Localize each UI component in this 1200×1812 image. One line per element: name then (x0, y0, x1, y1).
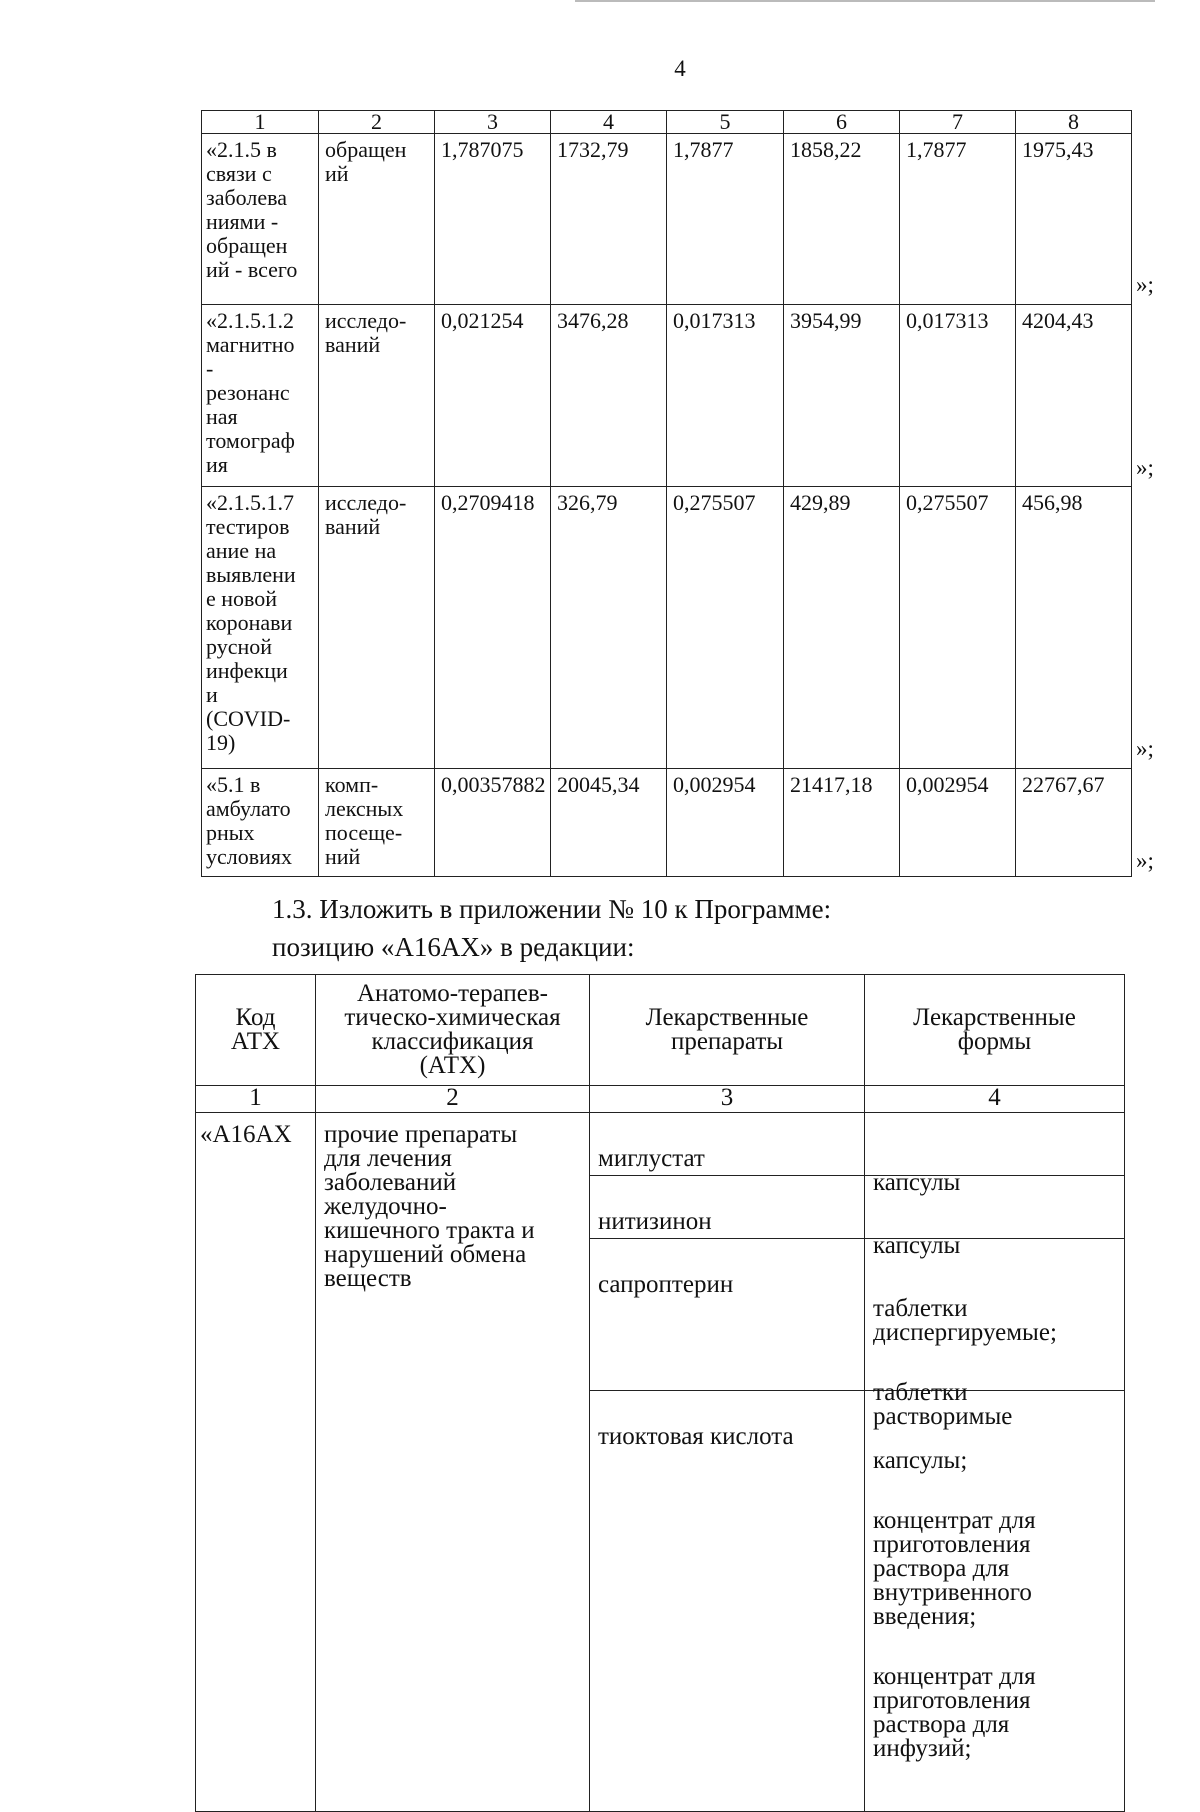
table-cell: 0,017313 (900, 305, 1016, 487)
table-cell: 1732,79 (551, 134, 667, 305)
form-item: концентрат для приготовления раствора для инфузий; (873, 1663, 1036, 1762)
drug-form (865, 1415, 1124, 1787)
table-row (202, 305, 1132, 487)
table-cell: 1858,22 (784, 134, 900, 305)
table-cell: 0,017313 (667, 305, 784, 487)
table-cell: 3476,28 (551, 305, 667, 487)
drug-name: нитизинон (590, 1200, 864, 1239)
table-row (202, 487, 1132, 769)
instruction-line: позицию «А16АХ» в редакции: (272, 932, 635, 962)
drug-form (865, 1200, 1124, 1259)
form-item: таблетки растворимые (873, 1379, 1013, 1430)
atc-table (195, 974, 1125, 1812)
drug-name: тиоктовая кислота (598, 1423, 794, 1450)
header-forms: Лекарственные формы (865, 975, 1125, 1086)
table-row (202, 134, 1132, 305)
table-cell: 21417,18 (784, 769, 900, 877)
row-unit: исследо- ваний (319, 305, 435, 487)
table-cell: 3954,99 (784, 305, 900, 487)
form-item: капсулы (873, 1232, 961, 1259)
closing-quote: »; (1136, 848, 1154, 873)
col-number: 1 (196, 1086, 316, 1113)
col-number: 1 (202, 111, 319, 134)
column-number-row (196, 1086, 1125, 1113)
form-item: таблетки диспергируемые; (873, 1295, 1057, 1346)
table-header-row (202, 111, 1132, 134)
table-cell: 0,275507 (667, 487, 784, 769)
header-drugs: Лекарственные препараты (590, 975, 865, 1086)
row-label: «2.1.5 в связи с заболева ниями - обращен ий - всего (202, 134, 319, 305)
col-number: 2 (316, 1086, 590, 1113)
table-cell: 20045,34 (551, 769, 667, 877)
table-cell: 0,275507 (900, 487, 1016, 769)
table-cell: 0,00357882 (435, 769, 551, 877)
col-number: 3 (590, 1086, 865, 1113)
table-cell: 4204,43 (1016, 305, 1132, 487)
row-label: «2.1.5.1.7 тестиров ание на выявлени е новой коронави русной инфекци и (COVID- 19) (202, 487, 319, 769)
table-cell: 429,89 (784, 487, 900, 769)
table-cell: 1975,43 (1016, 134, 1132, 305)
row-unit: комп- лексных посеще- ний (319, 769, 435, 877)
col-number: 6 (784, 111, 900, 134)
instruction-line: 1.3. Изложить в приложении № 10 к Программе: (272, 894, 832, 924)
forms-cell (865, 1113, 1125, 1812)
page-number: 4 (674, 56, 686, 81)
drug-form (865, 1263, 1124, 1430)
col-number: 5 (667, 111, 784, 134)
row-unit: исследо- ваний (319, 487, 435, 769)
header-code: Код АТХ (196, 975, 316, 1086)
col-number: 8 (1016, 111, 1132, 134)
row-label: «2.1.5.1.2 магнитно - резонанс ная томограф ия (202, 305, 319, 487)
table-cell: 456,98 (1016, 487, 1132, 769)
table-cell: 0,021254 (435, 305, 551, 487)
table-cell: 22767,67 (1016, 769, 1132, 877)
form-item: концентрат для приготовления раствора для внутривенного введения; (873, 1507, 1036, 1630)
table-cell: 1,7877 (667, 134, 784, 305)
atc-code: «А16АХ (196, 1113, 316, 1812)
table-cell: 0,002954 (667, 769, 784, 877)
col-number: 4 (865, 1086, 1125, 1113)
atc-classification: прочие препараты для лечения заболеваний желудочно- кишечного тракта и нарушений обмена веществ (316, 1113, 590, 1812)
drug-name: миглустат (590, 1137, 864, 1176)
drug-name: сапроптерин (590, 1263, 864, 1391)
col-number: 2 (319, 111, 435, 134)
table-cell: 326,79 (551, 487, 667, 769)
closing-quote: »; (1136, 736, 1154, 761)
form-item: капсулы; (873, 1447, 968, 1474)
form-item: капсулы (873, 1169, 961, 1196)
table-cell: 1,7877 (900, 134, 1016, 305)
drug-form (865, 1137, 1124, 1196)
top-rule (575, 0, 1155, 2)
row-unit: обращен ий (319, 134, 435, 305)
row-label: «5.1 в амбулато рных условиях (202, 769, 319, 877)
table-header-row (196, 975, 1125, 1086)
volume-table (201, 110, 1132, 877)
table-cell: 1,787075 (435, 134, 551, 305)
drugs-cell (590, 1113, 865, 1812)
header-classification: Анатомо-терапев- тическо-химическая классификация (АТХ) (316, 975, 590, 1086)
table-row (196, 1113, 1125, 1812)
closing-quote: »; (1136, 455, 1154, 480)
table-cell: 0,002954 (900, 769, 1016, 877)
table-cell: 0,2709418 (435, 487, 551, 769)
closing-quote: »; (1136, 272, 1154, 297)
col-number: 3 (435, 111, 551, 134)
table-row (202, 769, 1132, 877)
col-number: 7 (900, 111, 1016, 134)
col-number: 4 (551, 111, 667, 134)
